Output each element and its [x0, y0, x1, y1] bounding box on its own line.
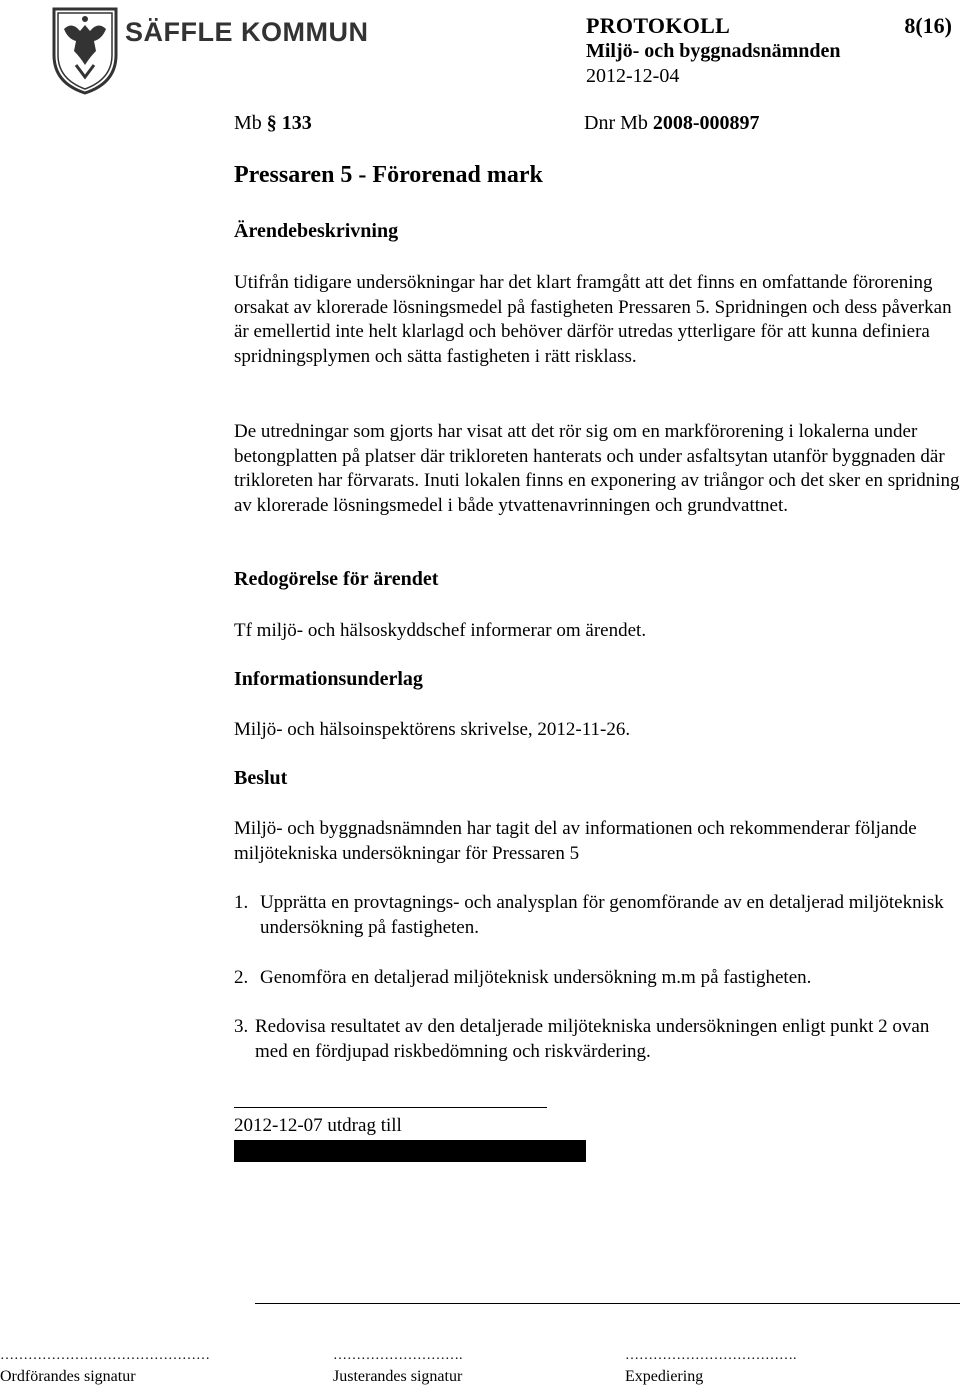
list-item-number: 1.: [234, 892, 249, 913]
redacted-recipients: [234, 1140, 586, 1162]
coat-of-arms-icon: [50, 5, 120, 95]
list-item-text: Upprätta en provtagnings- och analysplan för genomförande av en detaljerad miljöteknisk undersökning på fastigheten.: [260, 892, 944, 938]
list-item: [234, 1015, 954, 1064]
arendebeskrivning-paragraph-1: Utifrån tidigare undersökningar har det klart framgått att det finns en omfattande förorening orsakat av klorerade lösningsmedel på fastigheten Pressaren 5. Spridningen och dess påverkan är emellertid inte helt klarlagd och behöver därför utredas ytterligare för att kunna definiera spridningsplymen och sätta fastigheten i rätt risklass.: [234, 272, 952, 367]
committee-name: Miljö- och byggnadsnämnden: [586, 40, 841, 62]
meeting-date: 2012-12-04: [586, 65, 680, 87]
redogorelse-text: Tf miljö- och hälsoskyddschef informerar om ärendet.: [234, 620, 647, 641]
dnr-number: 2008-000897: [652, 112, 760, 134]
signature-dots-3: ……………………………….: [625, 1348, 797, 1363]
org-name: SÄFFLE KOMMUN: [125, 17, 369, 47]
mb-number: 133: [281, 112, 312, 134]
extract-divider: [234, 1107, 547, 1108]
section-sign: §: [266, 112, 277, 134]
page-number: 8(16): [904, 13, 952, 38]
list-item-text: Redovisa resultatet av den detaljerade miljötekniska undersökningen enligt punkt 2 ovan med en fördjupad riskbedömning och riskvärdering.: [255, 1016, 930, 1062]
list-item-text: Genomföra en detaljerad miljöteknisk undersökning m.m på fastigheten.: [260, 967, 812, 988]
list-item-number: 2.: [234, 967, 249, 988]
case-number: [584, 112, 760, 135]
adjuster-signature-label: Justerandes signatur: [333, 1368, 463, 1385]
signature-dots-2: ……………………….: [333, 1348, 463, 1363]
paragraph-reference: [234, 112, 312, 135]
extract-text: 2012-12-07 utdrag till: [234, 1115, 402, 1136]
section-heading-arendebeskrivning: Ärendebeskrivning: [234, 220, 399, 242]
section-heading-underlag: Informationsunderlag: [234, 668, 423, 690]
beslut-intro: Miljö- och byggnadsnämnden har tagit del av informationen och rekommenderar följande miljötekniska undersökningar för Pressaren 5: [234, 818, 917, 864]
chair-signature-label: Ordförandes signatur: [0, 1368, 136, 1385]
section-heading-redogorelse: Redogörelse för ärendet: [234, 568, 439, 590]
footer-divider: [255, 1303, 960, 1304]
list-item: [234, 891, 954, 940]
item-title: Pressaren 5 - Förorenad mark: [234, 162, 543, 188]
list-item: [234, 966, 954, 991]
dispatch-label: Expediering: [625, 1368, 704, 1385]
mb-label: Mb: [234, 112, 262, 134]
underlag-text: Miljö- och hälsoinspektörens skrivelse, 2012-11-26.: [234, 719, 631, 740]
section-heading-beslut: Beslut: [234, 767, 288, 789]
signature-dots-1: ………………………………………: [0, 1348, 210, 1363]
list-item-number: 3.: [234, 1016, 249, 1037]
dnr-label: Dnr Mb: [584, 112, 648, 134]
document-type: PROTOKOLL: [586, 13, 731, 38]
arendebeskrivning-paragraph-2: De utredningar som gjorts har visat att det rör sig om en markförorening i lokalerna under betongplatten på platser där trikloreten hanterats och under asfaltsytan utanför byggnaden där trikloreten har förvarats. Inuti lokalen finns en exponering av triångor och det sker en spridning av klorerade lösningsmedel i både ytvattenavrinningen och grundvattnet.: [234, 421, 960, 516]
